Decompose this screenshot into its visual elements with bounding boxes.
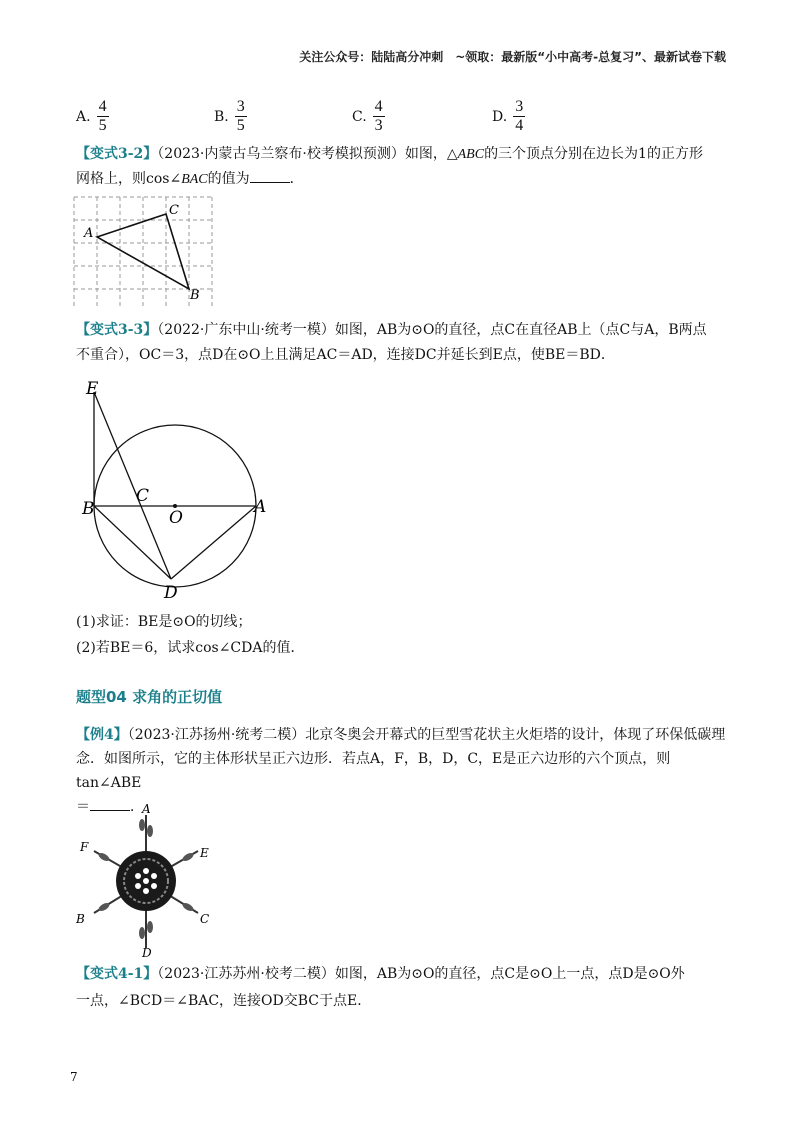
label-a: A (142, 803, 151, 816)
label-b: B (82, 499, 95, 519)
page-number: 7 (70, 1070, 78, 1084)
segment-ad (171, 506, 256, 579)
option-c: C. $\frac{4}{3}$ (352, 98, 383, 134)
label-a: A (254, 497, 267, 517)
label-d: D (164, 583, 178, 603)
circle-tangent-figure (78, 372, 278, 604)
option-a: A. $\frac{4}{5}$ (76, 98, 107, 134)
part-2: (2)若BE＝6，试求cos∠CDA的值． (76, 640, 305, 656)
label-c: C (169, 203, 179, 218)
label-d: D (142, 946, 152, 958)
label-b: B (76, 912, 85, 926)
question-3-3: 【变式3-3】（2022·广东中山·统考一模）如图，AB为⊙O的直径，点C在直径AB上（点C与A，B两点 不重合），OC＝3，点D在⊙O上且满足AC＝AD，连接DC并延长到E点，使BE＝BD． (76, 322, 707, 363)
example-4: 【例4】（2023·江苏扬州·统考二模）北京冬奥会开幕式的巨型雪花状主火炬塔的设计，体现了环保低碳理 念．如图所示，它的主体形状呈正六边形．若点A，F，B，D，C，E是正六边形的六个顶点，则tan∠ABE ＝ ． (76, 727, 726, 815)
grid-triangle-figure (72, 195, 217, 310)
snowflake-figure (76, 803, 216, 958)
option-b: B. $\frac{3}{5}$ (214, 98, 245, 134)
segment-ed (94, 392, 171, 579)
question-3-3-parts (76, 609, 726, 661)
label-a: A (84, 226, 94, 241)
label-e: E (86, 379, 99, 399)
label-c: C (200, 912, 210, 926)
label-f: F (80, 840, 89, 854)
question-4-1: 【变式4-1】（2023·江苏苏州·校考二模）如图，AB为⊙O的直径，点C是⊙O上一点，点D是⊙O外 一点，∠BCD＝∠BAC，连接OD交BC于点E． (76, 966, 685, 1009)
label-c: C (136, 486, 150, 506)
label-e: E (200, 846, 209, 860)
part-1: (1)求证：BE是⊙O的切线； (76, 614, 252, 630)
segment-bd (94, 506, 171, 579)
label-o: O (169, 508, 183, 528)
question-3-2: 【变式3-2】（2023·内蒙古乌兰察布·校考模拟预测）如图，△ABC的三个顶点分别在边长为1的正方形 网格上，则cos∠BAC的值为 ． (76, 146, 703, 187)
section-title: 题型04 求角的正切值 (76, 688, 223, 706)
option-d: D. $\frac{3}{4}$ (492, 98, 524, 134)
page-header: 关注公众号：陆陆高分冲刺 ~领取：最新版“小中高考-总复习”、最新试卷下载 (299, 50, 726, 64)
label-b: B (190, 288, 200, 303)
